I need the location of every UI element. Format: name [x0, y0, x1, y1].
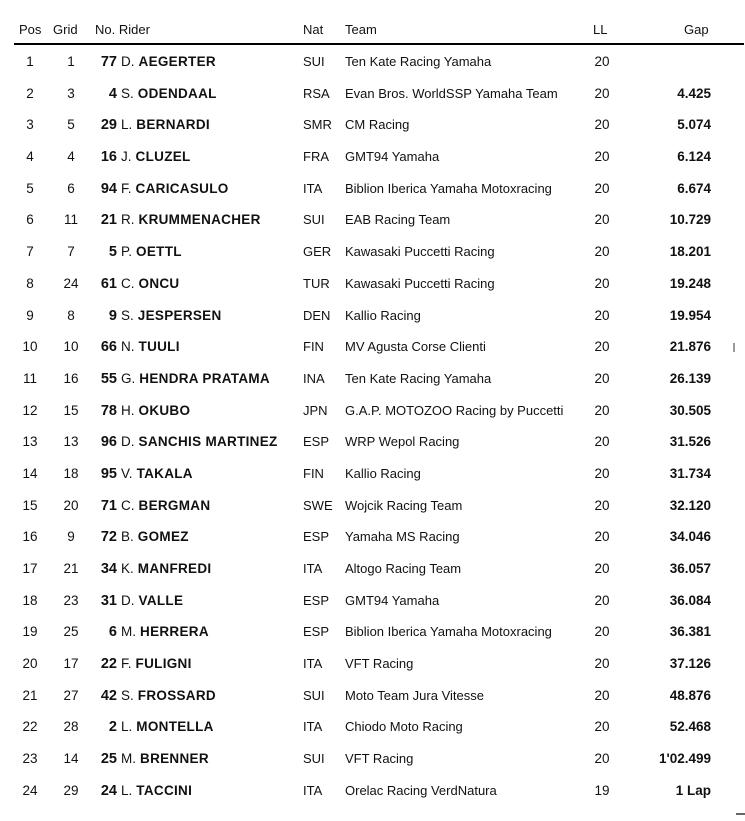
- result-row: [0, 490, 745, 522]
- cell-number: 95: [100, 465, 117, 482]
- cell-number: 5: [108, 244, 117, 261]
- rider-surname: FROSSARD: [137, 687, 216, 703]
- cell-grid: 16: [63, 370, 79, 386]
- cell-number: 55: [100, 370, 117, 387]
- result-row: [0, 616, 745, 648]
- rider-surname: SANCHIS MARTINEZ: [138, 434, 278, 450]
- cell-nat: RSA: [303, 85, 330, 101]
- cell-number: 22: [100, 656, 117, 673]
- cell-number: 77: [100, 54, 117, 70]
- cell-team: Kawasaki Puccetti Racing: [345, 244, 495, 260]
- cell-laps: 20: [594, 529, 610, 545]
- rider-initial: L.: [121, 719, 133, 735]
- header-ll: LL: [593, 22, 608, 37]
- cell-team: MV Agusta Corse Clienti: [345, 339, 486, 355]
- cell-rider: [121, 54, 216, 70]
- cell-nat: ITA: [303, 719, 323, 735]
- page-corner-mark: [736, 813, 745, 821]
- header-pos: Pos: [19, 22, 42, 37]
- header-no-rider: No. Rider: [95, 22, 150, 37]
- cell-pos: 23: [22, 751, 38, 767]
- cell-grid: 6: [67, 180, 75, 196]
- cell-laps: 20: [594, 180, 610, 196]
- cell-grid: 8: [67, 307, 75, 323]
- cell-number: 72: [100, 529, 117, 546]
- cell-nat: FIN: [303, 339, 324, 355]
- cell-nat: SWE: [303, 497, 333, 513]
- cell-nat: INA: [303, 370, 325, 386]
- result-row: [0, 775, 745, 807]
- rider-surname: GOMEZ: [137, 529, 189, 545]
- result-row: [0, 173, 745, 205]
- rider-surname: HERRERA: [140, 624, 209, 640]
- cell-rider: [121, 371, 270, 387]
- edge-mark: [733, 343, 735, 352]
- cell-grid: 7: [67, 244, 75, 260]
- cell-gap: 36.381: [669, 624, 711, 640]
- cell-pos: 5: [26, 180, 34, 196]
- rider-initial: L.: [121, 117, 133, 133]
- cell-laps: 20: [594, 497, 610, 513]
- rider-surname: VALLE: [138, 592, 184, 608]
- rider-initial: K.: [121, 561, 134, 576]
- cell-pos: 9: [26, 307, 34, 323]
- cell-grid: 15: [63, 402, 79, 418]
- cell-laps: 20: [594, 149, 610, 165]
- header-divider: [14, 43, 744, 45]
- rider-initial: S.: [121, 307, 134, 323]
- cell-team: Moto Team Jura Vitesse: [345, 687, 484, 703]
- cell-pos: 3: [26, 117, 34, 133]
- rider-initial: S.: [121, 687, 134, 703]
- cell-grid: 29: [63, 782, 79, 798]
- cell-gap: 48.876: [669, 687, 711, 703]
- cell-grid: 18: [63, 465, 79, 481]
- rider-initial: C.: [121, 275, 135, 291]
- cell-pos: 11: [22, 370, 37, 386]
- cell-laps: 20: [594, 656, 610, 672]
- cell-laps: 20: [594, 117, 610, 133]
- cell-grid: 25: [63, 624, 79, 640]
- rider-surname: TAKALA: [136, 465, 193, 481]
- cell-grid: 11: [63, 212, 78, 228]
- cell-nat: GER: [303, 244, 332, 260]
- cell-laps: 20: [594, 434, 610, 450]
- result-row: [0, 743, 745, 775]
- rider-initial: N.: [121, 339, 135, 355]
- cell-rider: [121, 339, 180, 355]
- cell-pos: 4: [26, 149, 34, 165]
- cell-number: 25: [100, 751, 117, 768]
- cell-grid: 17: [63, 656, 79, 672]
- cell-laps: 20: [594, 687, 610, 703]
- column-header-row: [0, 22, 745, 42]
- results-table: [0, 46, 745, 807]
- cell-number: 24: [100, 782, 117, 799]
- cell-pos: 20: [22, 656, 38, 672]
- cell-rider: [121, 656, 192, 672]
- cell-team: CM Racing: [345, 117, 410, 133]
- cell-gap: 36.084: [669, 592, 711, 608]
- cell-nat: ESP: [303, 529, 330, 545]
- rider-surname: CARICASULO: [135, 180, 229, 196]
- cell-grid: 24: [63, 275, 79, 291]
- rider-surname: ODENDAAL: [137, 85, 217, 101]
- cell-laps: 19: [594, 782, 610, 798]
- result-row: [0, 553, 745, 585]
- cell-number: 66: [100, 339, 117, 356]
- cell-gap: 36.057: [669, 561, 711, 576]
- rider-initial: F.: [121, 656, 132, 672]
- cell-number: 31: [100, 592, 117, 609]
- cell-number: 94: [100, 180, 117, 197]
- cell-rider: [121, 466, 193, 482]
- cell-laps: 20: [594, 339, 610, 355]
- cell-team: GMT94 Yamaha: [345, 592, 440, 608]
- cell-gap: 37.126: [669, 656, 711, 672]
- cell-laps: 20: [594, 592, 610, 608]
- cell-nat: ITA: [303, 561, 323, 576]
- cell-nat: SUI: [303, 212, 325, 228]
- cell-laps: 20: [594, 212, 610, 228]
- cell-pos: 15: [22, 497, 38, 513]
- cell-nat: ESP: [303, 434, 330, 450]
- cell-pos: 7: [26, 244, 34, 260]
- result-row: [0, 300, 745, 332]
- rider-initial: J.: [121, 149, 132, 165]
- rider-initial: D.: [121, 54, 135, 69]
- rider-surname: JESPERSEN: [137, 307, 222, 323]
- cell-rider: [121, 117, 210, 133]
- cell-team: EAB Racing Team: [345, 212, 451, 228]
- rider-surname: MANFREDI: [137, 561, 212, 576]
- rider-surname: HENDRA PRATAMA: [139, 370, 270, 386]
- cell-rider: [121, 498, 210, 514]
- cell-rider: [121, 403, 190, 419]
- result-row: [0, 141, 745, 173]
- cell-pos: 1: [26, 54, 34, 69]
- cell-number: 9: [108, 307, 117, 324]
- cell-pos: 8: [26, 275, 34, 291]
- cell-grid: 1: [67, 54, 75, 69]
- cell-nat: ITA: [303, 782, 323, 798]
- cell-pos: 6: [26, 212, 34, 228]
- cell-team: Evan Bros. WorldSSP Yamaha Team: [345, 85, 558, 101]
- cell-rider: [121, 434, 278, 450]
- cell-team: VFT Racing: [345, 751, 414, 767]
- rider-initial: V.: [121, 465, 133, 481]
- rider-surname: MONTELLA: [136, 719, 214, 735]
- cell-pos: 13: [22, 434, 38, 450]
- cell-nat: SUI: [303, 687, 325, 703]
- cell-nat: ESP: [303, 592, 330, 608]
- cell-number: 42: [100, 687, 117, 704]
- cell-team: Yamaha MS Racing: [345, 529, 460, 545]
- cell-rider: [121, 86, 217, 102]
- cell-number: 4: [108, 85, 117, 102]
- result-row: [0, 680, 745, 712]
- cell-team: Ten Kate Racing Yamaha: [345, 370, 492, 386]
- result-row: [0, 648, 745, 680]
- cell-pos: 18: [22, 592, 38, 608]
- cell-pos: 17: [22, 561, 38, 576]
- cell-team: Kallio Racing: [345, 307, 421, 323]
- cell-grid: 5: [67, 117, 75, 133]
- cell-pos: 22: [22, 719, 38, 735]
- cell-gap: 19.954: [669, 307, 711, 323]
- cell-rider: [121, 149, 191, 165]
- cell-gap: 10.729: [669, 212, 711, 228]
- cell-gap: 1'02.499: [658, 751, 711, 767]
- rider-initial: M.: [121, 751, 136, 767]
- cell-nat: JPN: [303, 402, 328, 418]
- cell-gap: 34.046: [669, 529, 711, 545]
- cell-gap: 32.120: [669, 497, 711, 513]
- cell-team: VFT Racing: [345, 656, 414, 672]
- result-row: [0, 395, 745, 427]
- rider-initial: L.: [121, 782, 133, 798]
- cell-team: Kawasaki Puccetti Racing: [345, 275, 495, 291]
- cell-team: Biblion Iberica Yamaha Motoxracing: [345, 624, 552, 640]
- rider-surname: OETTL: [136, 244, 182, 260]
- cell-laps: 20: [594, 244, 610, 260]
- result-row: [0, 711, 745, 743]
- cell-laps: 20: [594, 561, 610, 576]
- result-row: [0, 204, 745, 236]
- cell-rider: [121, 529, 189, 545]
- rider-surname: CLUZEL: [135, 149, 191, 165]
- result-row: [0, 458, 745, 490]
- cell-team: Wojcik Racing Team: [345, 497, 463, 513]
- result-row: [0, 109, 745, 141]
- rider-initial: B.: [121, 529, 134, 545]
- cell-laps: 20: [594, 54, 610, 69]
- cell-grid: 14: [63, 751, 79, 767]
- cell-grid: 9: [67, 529, 75, 545]
- cell-rider: [121, 212, 261, 228]
- cell-team: GMT94 Yamaha: [345, 149, 440, 165]
- cell-grid: 3: [67, 85, 75, 101]
- cell-laps: 20: [594, 624, 610, 640]
- cell-gap: 19.248: [669, 275, 711, 291]
- cell-laps: 20: [594, 719, 610, 735]
- cell-number: 2: [108, 719, 117, 736]
- cell-pos: 2: [26, 85, 34, 101]
- cell-grid: 4: [67, 149, 75, 165]
- cell-team: G.A.P. MOTOZOO Racing by Puccetti: [345, 402, 564, 418]
- cell-team: Orelac Racing VerdNatura: [345, 782, 497, 798]
- cell-laps: 20: [594, 85, 610, 101]
- header-gap: Gap: [684, 22, 709, 37]
- cell-nat: SUI: [303, 751, 325, 767]
- cell-grid: 13: [63, 434, 79, 450]
- cell-gap: 31.734: [669, 465, 711, 481]
- result-row: [0, 363, 745, 395]
- cell-laps: 20: [594, 370, 610, 386]
- cell-gap: 31.526: [669, 434, 711, 450]
- rider-initial: R.: [121, 212, 135, 228]
- cell-gap: 5.074: [677, 117, 711, 133]
- cell-rider: [121, 688, 216, 704]
- cell-grid: 10: [63, 339, 79, 355]
- cell-team: Kallio Racing: [345, 465, 421, 481]
- rider-surname: BRENNER: [140, 751, 209, 767]
- cell-rider: [121, 751, 209, 767]
- cell-team: Chiodo Moto Racing: [345, 719, 463, 735]
- cell-rider: [121, 561, 211, 577]
- header-grid: Grid: [53, 22, 78, 37]
- rider-surname: OKUBO: [138, 402, 191, 418]
- rider-surname: KRUMMENACHER: [138, 212, 261, 228]
- cell-rider: [121, 181, 229, 197]
- result-row: [0, 426, 745, 458]
- cell-gap: 52.468: [669, 719, 711, 735]
- rider-surname: BERNARDI: [136, 117, 210, 133]
- cell-team: Ten Kate Racing Yamaha: [345, 54, 492, 69]
- cell-rider: [121, 276, 179, 292]
- rider-surname: TACCINI: [136, 782, 193, 798]
- cell-gap: 4.425: [677, 85, 711, 101]
- cell-nat: ITA: [303, 656, 323, 672]
- cell-pos: 14: [22, 465, 38, 481]
- cell-laps: 20: [594, 465, 610, 481]
- rider-surname: AEGERTER: [138, 54, 216, 69]
- cell-nat: DEN: [303, 307, 331, 323]
- cell-rider: [121, 244, 182, 260]
- cell-laps: 20: [594, 402, 610, 418]
- cell-gap: 21.876: [669, 339, 711, 355]
- cell-gap: 30.505: [669, 402, 711, 418]
- cell-gap: 1 Lap: [675, 782, 711, 798]
- result-row: [0, 521, 745, 553]
- rider-surname: BERGMAN: [138, 497, 211, 513]
- cell-number: 78: [100, 402, 117, 419]
- cell-rider: [121, 593, 183, 609]
- rider-initial: C.: [121, 497, 135, 513]
- cell-grid: 20: [63, 497, 79, 513]
- cell-rider: [121, 624, 209, 640]
- cell-pos: 21: [22, 687, 38, 703]
- cell-nat: SUI: [303, 54, 325, 69]
- cell-rider: [121, 783, 192, 799]
- cell-grid: 21: [63, 561, 79, 576]
- cell-number: 34: [100, 561, 117, 577]
- header-nat: Nat: [303, 22, 324, 37]
- cell-nat: FIN: [303, 465, 324, 481]
- cell-pos: 10: [22, 339, 38, 355]
- rider-initial: S.: [121, 85, 134, 101]
- result-row: [0, 331, 745, 363]
- cell-rider: [121, 719, 214, 735]
- rider-surname: TUULI: [138, 339, 180, 355]
- result-row: [0, 46, 745, 78]
- cell-rider: [121, 308, 222, 324]
- cell-gap: 26.139: [669, 370, 711, 386]
- result-row: [0, 78, 745, 110]
- cell-gap: 6.124: [677, 149, 711, 165]
- cell-number: 16: [100, 149, 117, 166]
- cell-team: WRP Wepol Racing: [345, 434, 460, 450]
- cell-number: 6: [108, 624, 117, 641]
- rider-surname: FULIGNI: [135, 656, 192, 672]
- cell-nat: ITA: [303, 180, 323, 196]
- cell-number: 21: [100, 212, 117, 229]
- cell-number: 71: [100, 497, 117, 514]
- cell-grid: 23: [63, 592, 79, 608]
- rider-initial: H.: [121, 402, 135, 418]
- cell-laps: 20: [594, 275, 610, 291]
- rider-surname: ONCU: [138, 275, 180, 291]
- rider-initial: M.: [121, 624, 136, 640]
- cell-pos: 24: [22, 782, 38, 798]
- cell-pos: 16: [22, 529, 38, 545]
- rider-initial: P.: [121, 244, 133, 260]
- cell-team: Altogo Racing Team: [345, 561, 462, 576]
- cell-team: Biblion Iberica Yamaha Motoxracing: [345, 180, 552, 196]
- result-row: [0, 236, 745, 268]
- rider-initial: D.: [121, 434, 135, 450]
- cell-number: 61: [100, 275, 117, 292]
- cell-grid: 28: [63, 719, 79, 735]
- cell-grid: 27: [63, 687, 79, 703]
- cell-number: 96: [100, 434, 117, 451]
- cell-nat: SMR: [303, 117, 332, 133]
- cell-nat: TUR: [303, 275, 330, 291]
- cell-laps: 20: [594, 751, 610, 767]
- header-team: Team: [345, 22, 377, 37]
- result-row: [0, 585, 745, 617]
- rider-initial: G.: [121, 370, 136, 386]
- cell-number: 29: [100, 117, 117, 134]
- cell-pos: 12: [22, 402, 38, 418]
- rider-initial: F.: [121, 180, 132, 196]
- result-row: [0, 268, 745, 300]
- cell-pos: 19: [22, 624, 38, 640]
- cell-laps: 20: [594, 307, 610, 323]
- cell-nat: FRA: [303, 149, 329, 165]
- cell-gap: 18.201: [669, 244, 711, 260]
- rider-initial: D.: [121, 592, 135, 608]
- cell-nat: ESP: [303, 624, 330, 640]
- cell-gap: 6.674: [677, 180, 711, 196]
